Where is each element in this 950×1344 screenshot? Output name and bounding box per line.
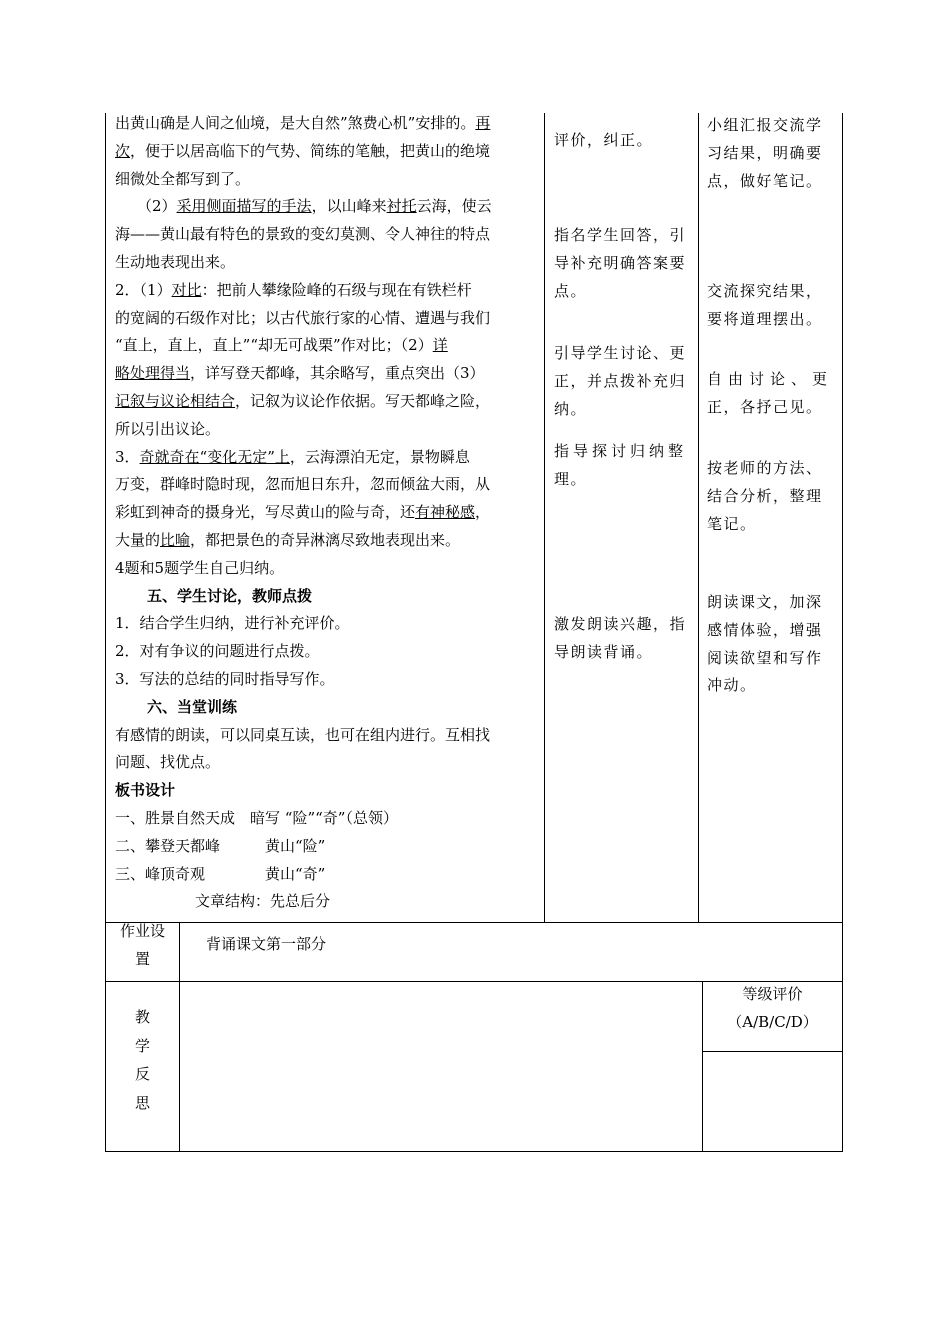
text-line: 生动地表现出来。 (115, 252, 236, 271)
text-line: 2．（1）对比：把前人攀缘险峰的石级与现在有铁栏杆 (115, 280, 472, 299)
text-line: 3．奇就奇在“变化无定”上，云海漂泊无定，景物瞬息 (115, 447, 470, 466)
table-border-bottom (105, 1151, 843, 1152)
teacher-item: 指名学生回答，引 导补充明确答案要 点。 (554, 226, 687, 300)
text-line: “直上，直上，直上”“却无可战栗”作对比；（2）详 (115, 336, 448, 355)
text-line: 大量的比喻，都把景色的奇异淋漓尽致地表现出来。 (115, 530, 461, 549)
teacher-item: 引导学生讨论、更 正，并点拨补充归 纳。 (554, 344, 687, 418)
reflection-label: 教 学 反 思 (134, 1008, 150, 1112)
text-line: 的宽阔的石级作对比；以古代旅行家的心情、遭遇与我们 (115, 308, 491, 327)
student-item: 朗读课文，加深 感情体验，增强 阅读欲望和写作 冲动。 (707, 593, 823, 695)
text-line: 彩虹到神奇的摄身光，写尽黄山的险与奇，还有神秘感， (115, 503, 491, 522)
text-line: 问题、找优点。 (115, 753, 221, 772)
section-heading: 六、当堂训练 (147, 697, 238, 716)
student-item: 按老师的方法、 结合分析，整理 笔记。 (707, 459, 823, 533)
grade-evaluation: 等级评价 （A/B/C/D） (727, 985, 818, 1031)
col-divider-1 (544, 113, 545, 923)
text-line: 2．对有争议的问题进行点拨。 (115, 642, 320, 661)
col-divider-2 (698, 113, 699, 923)
text-line: 海——黄山最有特色的景致的变幻莫测、令人神往的特点 (115, 225, 491, 244)
main-content (115, 110, 540, 916)
text-line: 二、攀登天都峰 黄山“险” (115, 836, 326, 855)
student-item: 自由讨论、更 正，各抒己见。 (707, 370, 834, 416)
row-divider-homework-top (105, 922, 843, 923)
text-line: 文章结构：先总后分 (195, 892, 331, 911)
text-line: 有感情的朗读，可以同桌互读，也可在组内进行。互相找 (115, 725, 491, 744)
text-line: 1．结合学生归纳，进行补充评价。 (115, 614, 350, 633)
text-line: 记叙与议论相结合，记叙为议论作依据。写天都峰之险， (115, 391, 491, 410)
text-line: 出黄山确是人间之仙境，是大自然”煞费心机”安排的。再 (115, 114, 491, 132)
teacher-item: 指导探讨归纳整 理。 (554, 442, 688, 488)
teacher-item: 评价，纠正。 (554, 131, 654, 149)
teacher-item: 激发朗读兴趣，指 导朗读背诵。 (554, 615, 687, 661)
text-line: 3．写法的总结的同时指导写作。 (115, 669, 335, 688)
text-line: 细微处全都写到了。 (115, 169, 251, 188)
text-line: 万变，群峰时隐时现，忽而旭日东升，忽而倾盆大雨，从 (115, 475, 491, 494)
student-item: 小组汇报交流学 习结果，明确要 点，做好笔记。 (707, 116, 823, 190)
homework-content: 背诵课文第一部分 (206, 935, 327, 953)
text-line: 所以引出议论。 (115, 419, 221, 438)
section-heading: 五、学生讨论，教师点拨 (147, 586, 313, 605)
text-line: 三、峰顶奇观 黄山“奇” (115, 864, 326, 883)
text-line: 一、胜景自然天成 暗写 “险”“奇”（总领） (115, 808, 398, 827)
homework-label: 作业设 置 (119, 922, 165, 968)
col-divider-label (179, 922, 180, 1152)
text-line: 次，便于以居高临下的气势、简练的笔触，把黄山的绝境 (115, 141, 491, 160)
table-border-left (105, 113, 106, 1152)
text-line: 4题和5题学生自己归纳。 (115, 558, 285, 577)
grade-cell-divider (702, 1051, 843, 1052)
text-line: （2）采用侧面描写的手法，以山峰来衬托云海，使云 (137, 197, 492, 216)
student-item: 交流探究结果， 要将道理摆出。 (707, 282, 823, 328)
text-line: 略处理得当，详写登天都峰，其余略写，重点突出（3） (115, 364, 485, 383)
section-heading: 板书设计 (115, 781, 176, 800)
table-border-right (842, 113, 843, 1152)
